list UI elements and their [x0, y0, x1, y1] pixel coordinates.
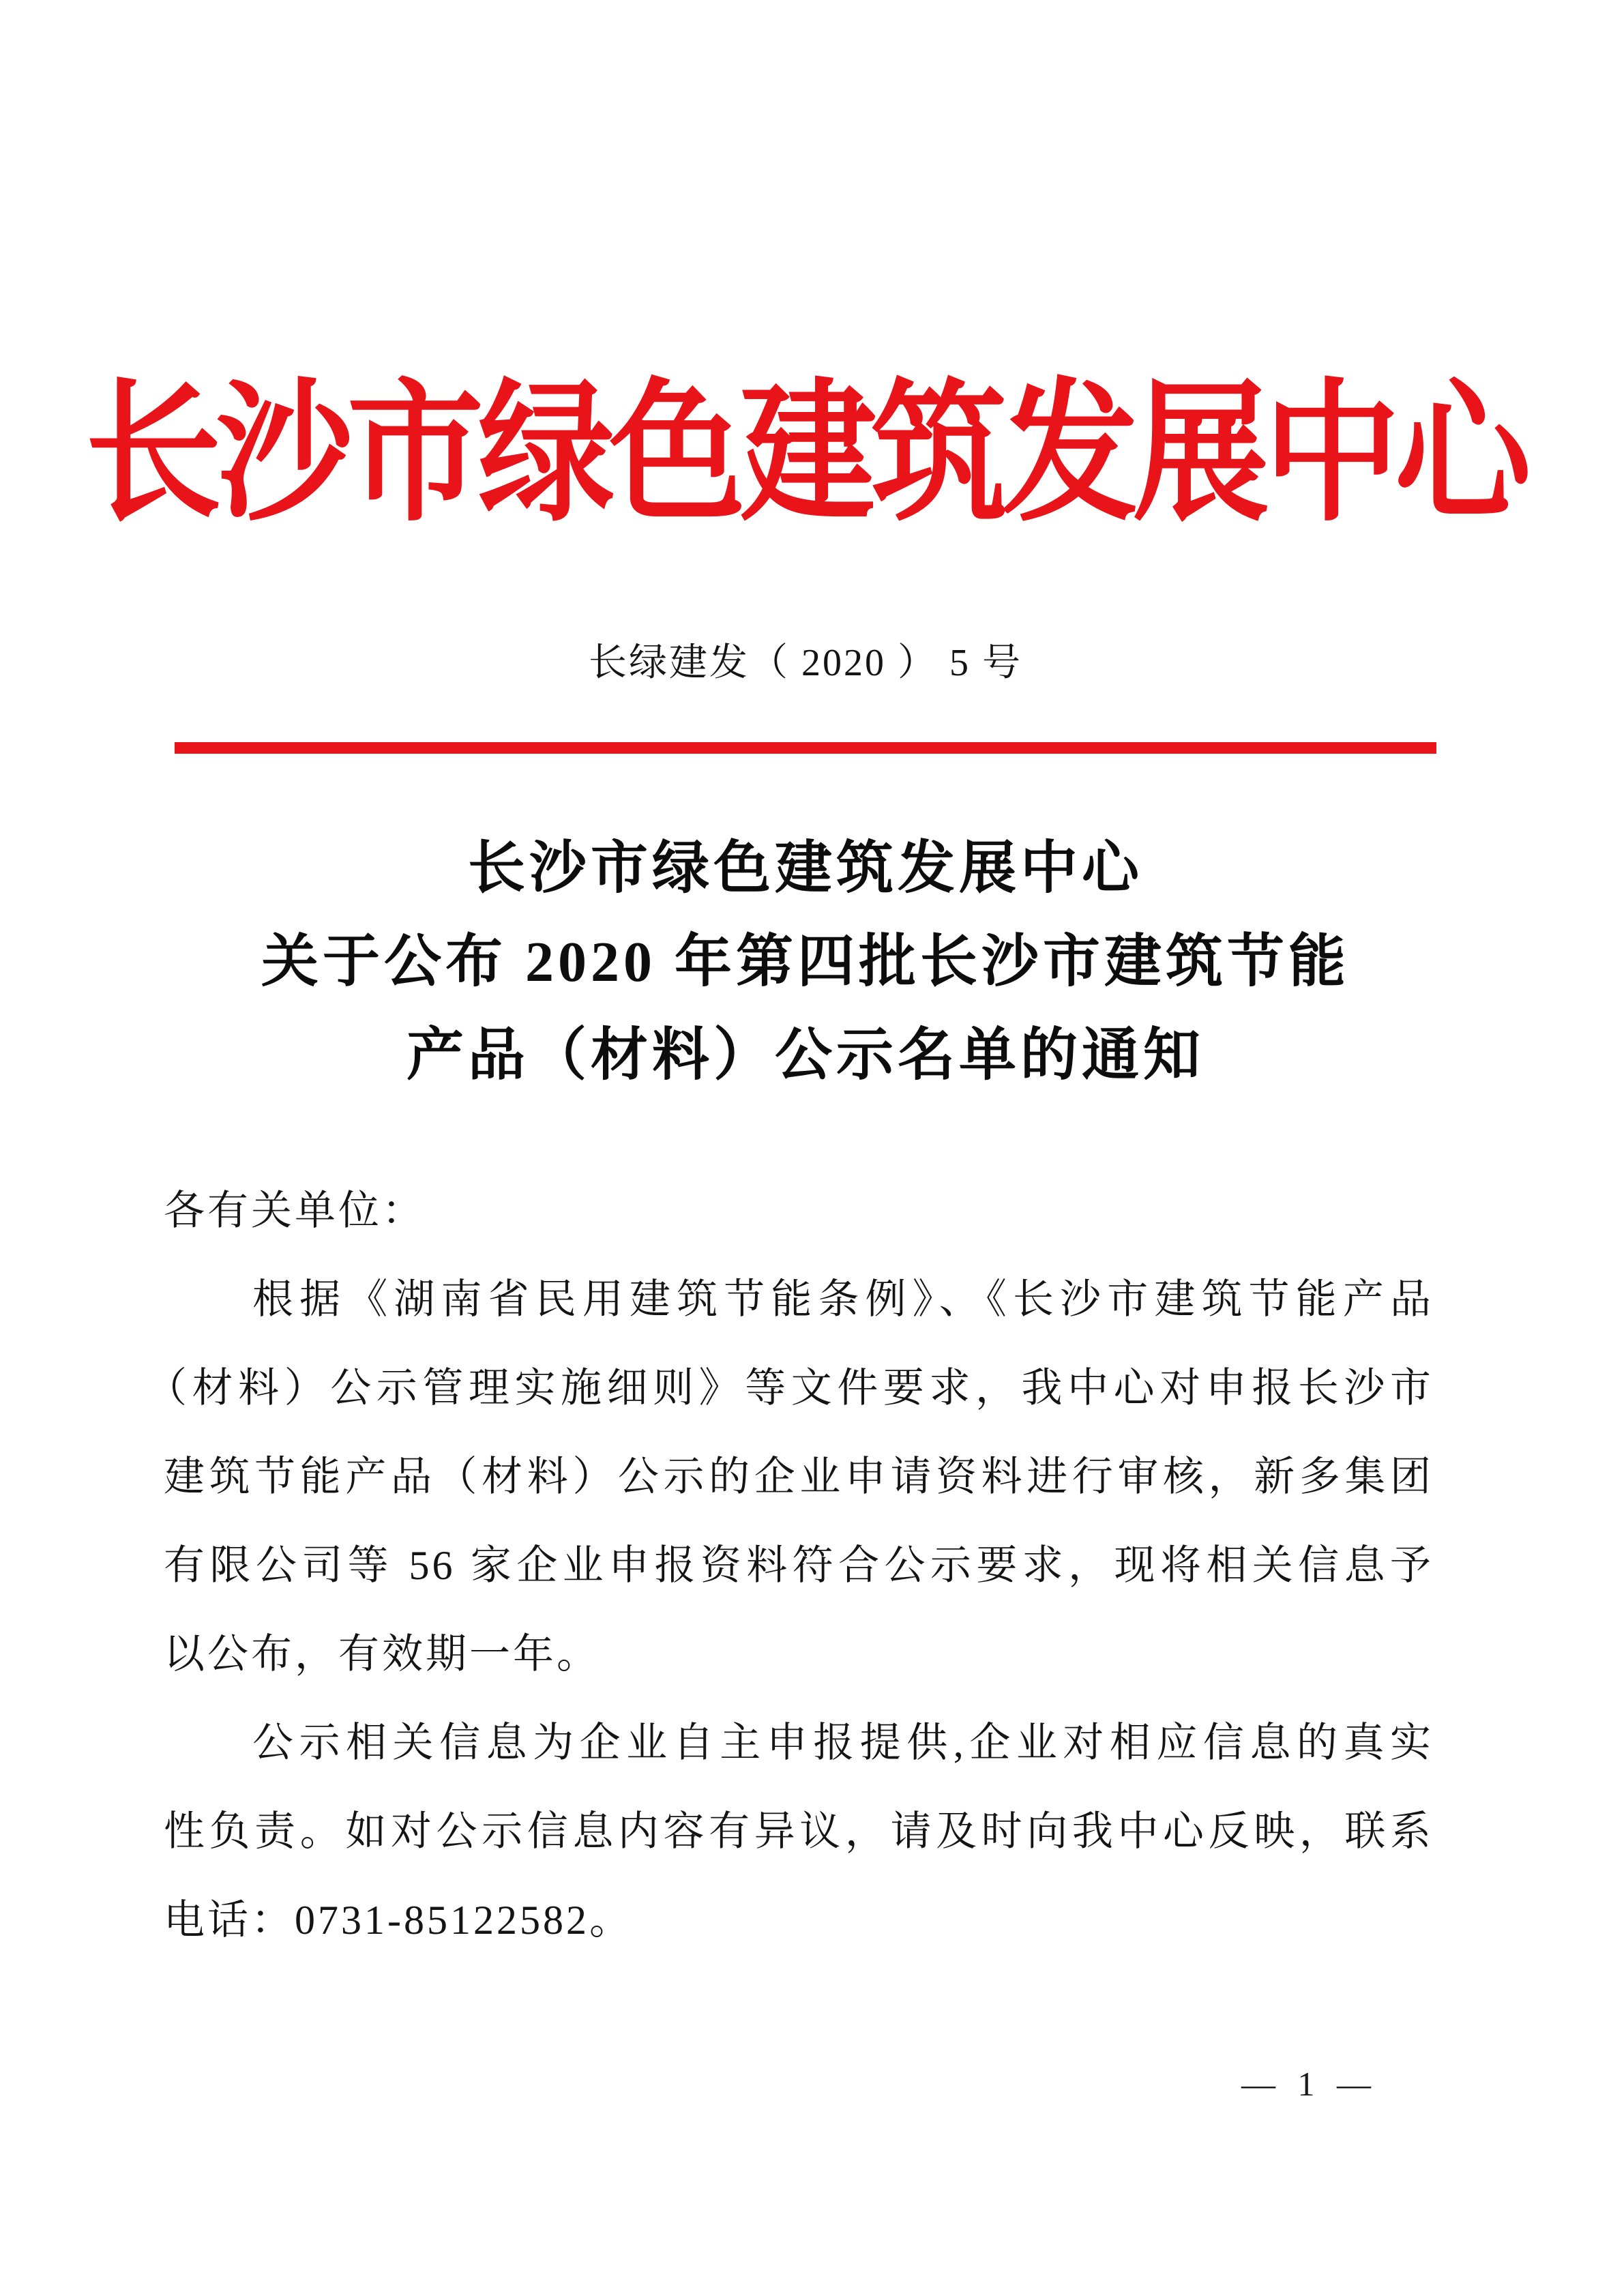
notice-title-line-3: 产品（材料）公示名单的通知: [406, 1024, 1204, 1087]
notice-title-line-2: 关于公布 2020 年第四批长沙市建筑节能: [261, 930, 1350, 994]
page-number: — 1 —: [1241, 2065, 1378, 2103]
salutation: 各有关单位：: [164, 1188, 426, 1233]
body-line-2: （材料）公示管理实施细则》等文件要求，我中心对申报长沙市: [146, 1366, 1434, 1411]
body-line-5: 以公布，有效期一年。: [164, 1632, 600, 1677]
red-divider-line: [175, 742, 1436, 754]
document-number: 长绿建发（ 2020 ） 5 号: [589, 642, 1022, 684]
notice-title: [0, 822, 1611, 1102]
body-line-8: 电话：0731-85122582。: [164, 1898, 633, 1943]
body-line-4: 有限公司等 56 家企业申报资料符合公示要求，现将相关信息予: [164, 1543, 1434, 1588]
body-line-3: 建筑节能产品（材料）公示的企业申请资料进行审核，新多集团: [164, 1454, 1434, 1499]
body-line-7: 性负责。如对公示信息内容有异议，请及时向我中心反映，联系: [164, 1809, 1434, 1854]
org-letterhead-title: 长沙市绿色建筑发展中心: [85, 370, 1526, 540]
notice-title-line-1: 长沙市绿色建筑发展中心: [467, 837, 1143, 900]
body-text: [146, 1166, 1434, 1964]
body-line-1: 根据《湖南省民用建筑节能条例》、《长沙市建筑节能产品: [252, 1277, 1434, 1322]
body-line-6: 公示相关信息为企业自主申报提供,企业对相应信息的真实: [252, 1720, 1434, 1765]
